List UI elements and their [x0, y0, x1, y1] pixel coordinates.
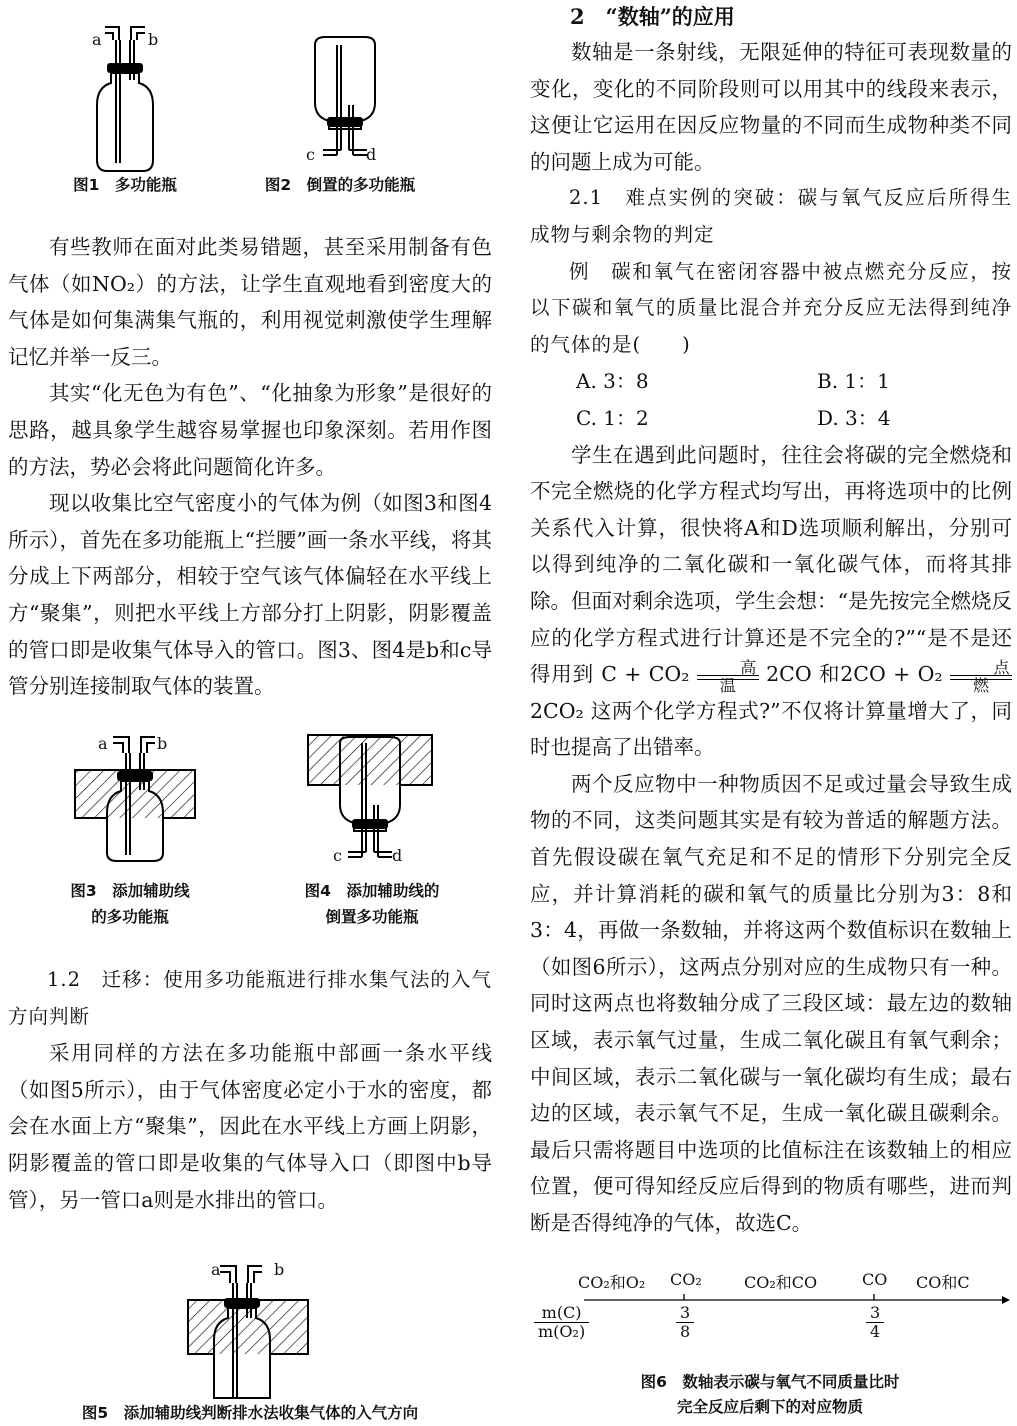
tick-3-8: [676, 1304, 694, 1341]
left-paragraph-4: 采用同样的方法在多功能瓶中部画一条水平线（如图5所示），由于气体密度必定小于水的密度，都会在水面上方“聚集”，因此在水平线上方画上阴影，阴影覆盖的管口即是收集的气体导入口（即图中b导管），另一管口a则是水排出的管口。: [8, 1041, 492, 1212]
fig2-label-c: c: [306, 145, 315, 164]
fig4-caption-line2: 倒置多功能瓶: [325, 908, 419, 926]
fig6-caption-line2: 完全反应后剩下的对应物质: [676, 1398, 863, 1416]
right-paragraph-3: 两个反应物中一种物质因不足或过量会导致生成物的不同，这类问题其实是有较为普适的解题方法。首先假设碳在氧气充足和不足的情形下分别完全反应，并计算消耗的碳和氧气的质量比分别为3：8和3：4，再做一条数轴，并将这两个数值标识在数轴上（如图6所示），这两点分别对应的生成物只有一种。同时这两点也将数轴分成了三段区域：最左边的数轴区域，表示氧气过量，生成二氧化碳且有氧气剩余；中间区域，表示二氧化碳与一氧化碳均有生成；最右边的区域，表示氧气不足，生成一氧化碳且碳剩余。最后只需将题目中选项的比值标注在该数轴上的相应位置，便可得知经反应后得到的物质有哪些，进而判断是否得纯净的气体，故选C。: [530, 771, 1012, 1235]
right-paragraph-1: 数轴是一条射线，无限延伸的特征可表现数量的变化，变化的不同阶段则可以用其中的线段来表示，这便让它运用在因反应物量的不同而生成物种类不同的问题上成为可能。: [530, 40, 1012, 174]
section-1-2-heading: 1.2 迁移：使用多功能瓶进行排水集气法的入气方向判断: [8, 968, 492, 1028]
fig1-label-a: a: [92, 30, 102, 49]
tick-3-8-numerator: 3: [676, 1304, 694, 1323]
answer-options: [530, 363, 1012, 436]
left-column: [8, 229, 492, 705]
fig2-bottle: [305, 35, 395, 165]
fig4-bottle-hatched: [308, 733, 438, 868]
fig1-caption: 图1 多功能瓶: [73, 176, 177, 194]
option-c[interactable]: C. 1：2: [576, 405, 649, 430]
fig1-label-b: b: [148, 30, 159, 49]
region-co2: CO₂: [670, 1270, 702, 1289]
right-paragraph-2: [530, 437, 1012, 766]
left-paragraph-1: 有些教师在面对此类易错题，甚至采用制备有色气体（如NO₂）的方法，让学生直观地看到密度大的气体是如何集满集气瓶的，利用视觉刺激使学生理解记忆并举一反三。: [8, 235, 492, 369]
left-paragraph-2: 其实“化无色为有色”、“化抽象为形象”是很好的思路，越具象学生越容易掌握也印象深刻。若用作图的方法，势必会将此问题简化许多。: [8, 381, 492, 479]
fig5-caption: 图5 添加辅助线判断排水法收集气体的入气方向: [81, 1404, 419, 1422]
tick-3-4-numerator: 3: [866, 1304, 884, 1323]
tick-3-4-denominator: 4: [870, 1322, 881, 1341]
tick-3-4: [866, 1304, 884, 1341]
fig6-number-axis: [534, 1268, 1010, 1348]
fig3-label-a: a: [98, 734, 108, 753]
fig5-bottle-hatched: [188, 1258, 323, 1398]
paragraph-2-part-b: 2CO 和2CO + O₂: [766, 662, 943, 687]
condition-ignite-label: 点燃: [972, 658, 1010, 696]
section-2-1-heading: 2.1 难点实例的突破：碳与氧气反应后所得生成物与剩余物的判定: [530, 186, 1012, 246]
fig6-caption-line1: 图6 数轴表示碳与氧气不同质量比时: [640, 1373, 900, 1391]
fig3-label-b: b: [157, 734, 168, 753]
fig4-label-d: d: [392, 846, 403, 865]
fig4-caption-line1: 图4 添加辅助线的: [304, 882, 440, 900]
region-co: CO: [862, 1270, 888, 1289]
fig5-label-b: b: [274, 1260, 285, 1279]
fig2-label-d: d: [366, 145, 377, 164]
fig3-bottle-hatched: [75, 735, 205, 865]
section-2-heading: 2 “数轴”的应用: [570, 4, 735, 29]
paragraph-2-part-c: 2CO₂ 这两个化学方程式?”不仅将计算量增大了，同时也提高了出错率。: [530, 698, 1012, 760]
fig3-caption-line1: 图3 添加辅助线: [70, 882, 190, 900]
option-d[interactable]: D. 3：4: [817, 405, 891, 430]
option-b[interactable]: B. 1：1: [817, 369, 890, 394]
option-a[interactable]: A. 3：8: [576, 369, 649, 394]
fig5-label-a: a: [211, 1260, 221, 1279]
region-co-c: CO和C: [916, 1273, 970, 1292]
region-co2-co: CO₂和CO: [744, 1273, 818, 1292]
fig4-label-c: c: [333, 846, 342, 865]
left-column-lower: [8, 962, 492, 1218]
condition-high-temp-label: 高温: [719, 658, 757, 696]
fig3-caption-line2: 的多功能瓶: [91, 908, 169, 926]
paragraph-2-part-a: 学生在遇到此问题时，往往会将碳的完全燃烧和不完全燃烧的化学方程式均写出，再将选项中的比例关系代入计算，很快将A和D选项顺利解出，分别可以得到纯净的二氧化碳和一氧化碳气体，而将其排除。但面对剩余选项，学生会想：“是先按完全燃烧反应的化学方程式进行计算还是不完全的?”“是不是还得用到 C + CO₂: [530, 442, 1012, 687]
axis-ratio-numerator: m(C): [534, 1304, 589, 1323]
left-paragraph-3: 现以收集比空气密度小的气体为例（如图3和图4所示），首先在多功能瓶上“拦腰”画一条水平线，将其分成上下两部分，相较于空气该气体偏轻在水平线上方“聚集”，则把水平线上方部分打上阴影，阴影覆盖的管口即是收集气体导入的管口。图3、图4是b和c导管分别连接制取气体的装置。: [8, 491, 492, 699]
tick-3-8-denominator: 8: [680, 1322, 691, 1341]
example-question: 例 碳和氧气在密闭容器中被点燃充分反应，按以下碳和氧气的质量比混合并充分反应无法得到纯净的气体的是( ): [530, 259, 1012, 356]
axis-ratio-denominator: m(O₂): [538, 1322, 586, 1341]
fig2-caption: 图2 倒置的多功能瓶: [264, 176, 416, 194]
right-column: [530, 0, 1012, 1242]
region-co2-o2: CO₂和O₂: [578, 1273, 646, 1292]
axis-ratio-label: [534, 1304, 589, 1341]
